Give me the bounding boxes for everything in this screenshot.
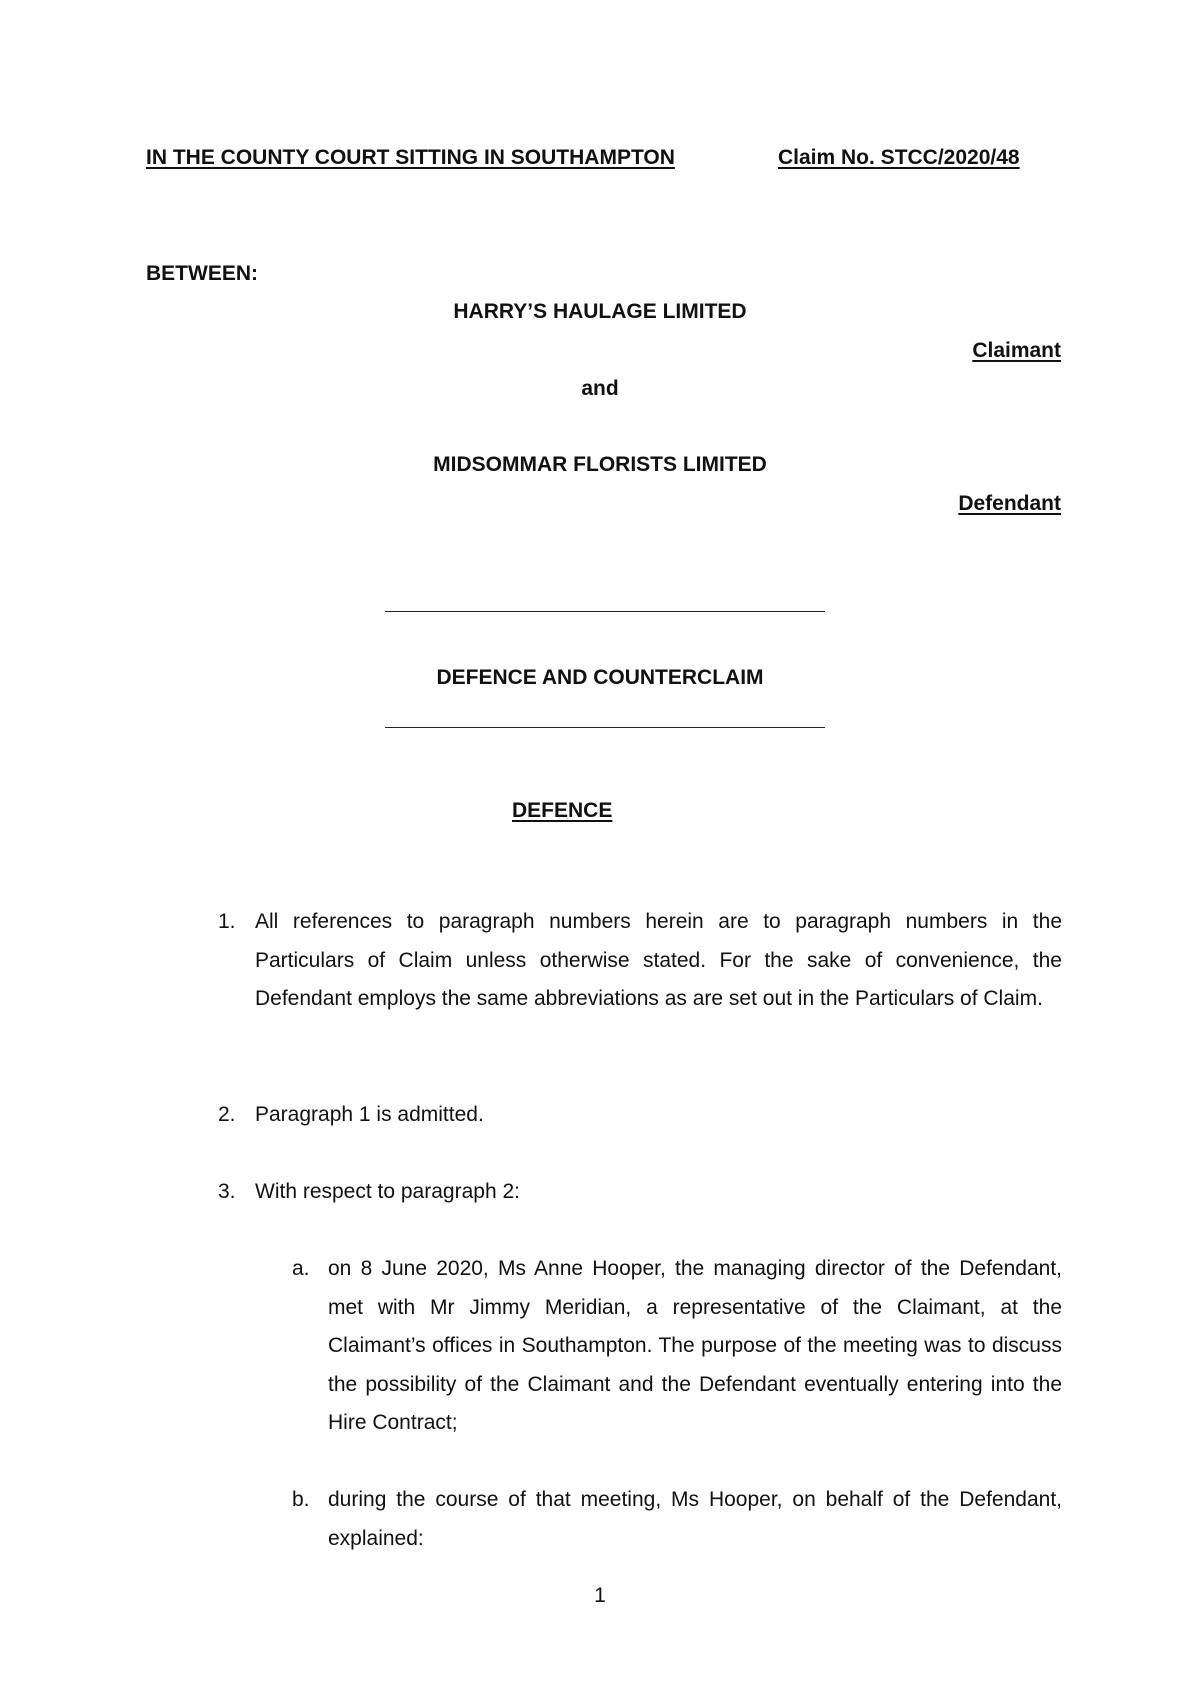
defendant-role: Defendant xyxy=(958,492,1061,515)
page-number: 1 xyxy=(594,1584,606,1607)
section-title: DEFENCE xyxy=(512,799,613,822)
claimant-role: Claimant xyxy=(972,339,1061,362)
defendant-name: MIDSOMMAR FLORISTS LIMITED xyxy=(433,453,767,476)
claimant-name: HARRY’S HAULAGE LIMITED xyxy=(453,300,747,323)
court-heading: IN THE COUNTY COURT SITTING IN SOUTHAMPTON xyxy=(146,146,675,169)
paragraph-number: 1. xyxy=(218,910,236,933)
subparagraph-number: a. xyxy=(292,1257,310,1280)
title-rule-bottom xyxy=(385,727,825,728)
subparagraph-text: during the course of that meeting, Ms Hooper, on behalf of the Defendant, explained: xyxy=(328,1488,1062,1550)
subparagraph-number: b. xyxy=(292,1488,310,1511)
claim-number: Claim No. STCC/2020/48 xyxy=(778,146,1020,169)
title-rule-top xyxy=(385,611,825,612)
paragraph-number: 3. xyxy=(218,1180,236,1203)
paragraph-text: With respect to paragraph 2: xyxy=(255,1180,520,1203)
paragraph-text: All references to paragraph numbers herein are to paragraph numbers in the Particulars of Claim unless otherwise stated. For the sake of convenience, the Defendant employs the same abbreviations as are set out in the Particulars of Claim. xyxy=(255,910,1062,1010)
paragraph-text: Paragraph 1 is admitted. xyxy=(255,1103,484,1126)
party-conjunction: and xyxy=(581,377,619,400)
between-label: BETWEEN: xyxy=(146,262,258,285)
subparagraph-text: on 8 June 2020, Ms Anne Hooper, the managing director of the Defendant, met with Mr Jimmy Meridian, a representative of the Claimant, at the Claimant’s offices in Southampton. The purpose of the meeting was to discuss the possibility of the Claimant and the Defendant eventually entering into the Hire Contract; xyxy=(328,1257,1062,1434)
document-title: DEFENCE AND COUNTERCLAIM xyxy=(436,666,764,689)
paragraph-number: 2. xyxy=(218,1103,236,1126)
